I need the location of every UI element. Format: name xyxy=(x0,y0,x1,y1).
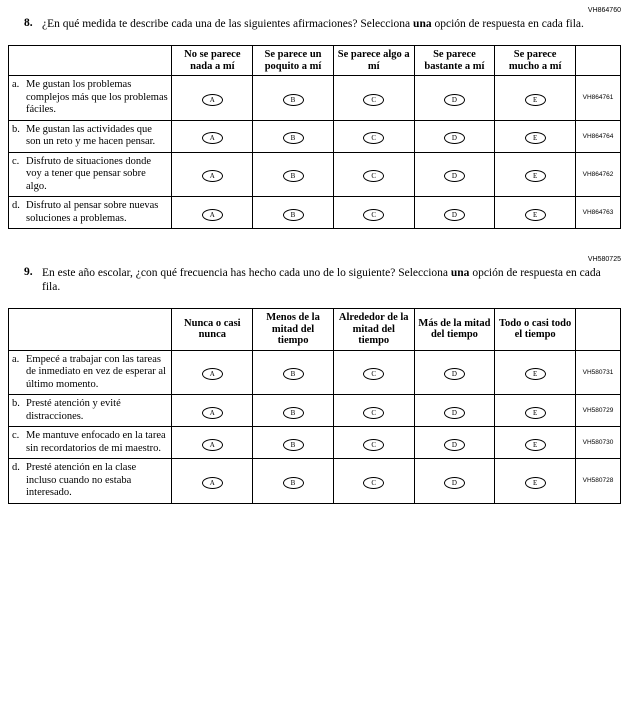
answer-cell xyxy=(333,427,414,459)
answer-cell xyxy=(414,459,495,504)
row-text: Empecé a trabajar con las tareas de inmediato en vez de esperar al último momento. xyxy=(26,353,166,390)
answer-bubble-d[interactable]: D xyxy=(444,209,465,221)
answer-cell xyxy=(495,427,576,459)
statement-cell xyxy=(9,350,172,395)
answer-cell xyxy=(172,152,253,197)
answer-cell xyxy=(495,395,576,427)
answer-cell xyxy=(414,197,495,229)
answer-bubble-d[interactable]: D xyxy=(444,477,465,489)
answer-cell xyxy=(414,152,495,197)
answer-cell xyxy=(253,76,334,121)
q9-header-row xyxy=(9,309,621,351)
q9-col-header-1: Nunca o casi nunca xyxy=(172,309,253,351)
answer-bubble-e[interactable]: E xyxy=(525,368,546,380)
q8-header-empty xyxy=(9,46,172,76)
answer-bubble-c[interactable]: C xyxy=(363,94,384,106)
answer-cell xyxy=(414,76,495,121)
row-letter: b. xyxy=(12,398,20,409)
answer-bubble-b[interactable]: B xyxy=(283,132,304,144)
answer-cell xyxy=(172,120,253,152)
statement-cell xyxy=(9,395,172,427)
answer-cell xyxy=(495,459,576,504)
item-code: VH864764 xyxy=(575,120,620,152)
answer-bubble-a[interactable]: A xyxy=(202,368,223,380)
answer-bubble-e[interactable]: E xyxy=(525,407,546,419)
item-code: VH580729 xyxy=(575,395,620,427)
answer-bubble-c[interactable]: C xyxy=(363,368,384,380)
q9-row-c xyxy=(9,427,621,459)
q9-header-code-empty xyxy=(575,309,620,351)
answer-bubble-c[interactable]: C xyxy=(363,477,384,489)
answer-bubble-a[interactable]: A xyxy=(202,477,223,489)
answer-cell xyxy=(172,459,253,504)
answer-bubble-b[interactable]: B xyxy=(283,170,304,182)
statement-cell xyxy=(9,152,172,197)
answer-bubble-c[interactable]: C xyxy=(363,170,384,182)
answer-bubble-e[interactable]: E xyxy=(525,170,546,182)
answer-bubble-c[interactable]: C xyxy=(363,209,384,221)
question-8-prompt-pre: ¿En qué medida te describe cada una de las siguientes afirmaciones? Selecciona xyxy=(42,18,414,30)
q9-row-d xyxy=(9,459,621,504)
q8-row-a xyxy=(9,76,621,121)
question-8-prompt-bold: una xyxy=(413,18,432,30)
answer-cell xyxy=(253,120,334,152)
row-letter: c. xyxy=(12,155,20,167)
item-code: VH864762 xyxy=(575,152,620,197)
row-letter: b. xyxy=(12,123,20,135)
statement-cell xyxy=(9,120,172,152)
answer-bubble-c[interactable]: C xyxy=(363,439,384,451)
question-9-prompt-bold: una xyxy=(450,267,470,279)
answer-cell xyxy=(253,427,334,459)
answer-bubble-a[interactable]: A xyxy=(202,209,223,221)
row-letter: d. xyxy=(12,200,20,211)
row-text: Me mantuve enfocado en la tarea sin recordatorios de mi maestro. xyxy=(26,430,166,454)
q9-col-header-4: Más de la mitad del tiempo xyxy=(414,309,495,351)
answer-cell xyxy=(253,152,334,197)
q8-row-d xyxy=(9,197,621,229)
answer-cell xyxy=(414,350,495,395)
answer-cell xyxy=(414,120,495,152)
row-text: Presté atención en la clase incluso cuando no estaba interesado. xyxy=(26,462,137,498)
question-8 xyxy=(24,17,621,31)
q8-row-c xyxy=(9,152,621,197)
statement-cell xyxy=(9,76,172,121)
q9-col-header-5: Todo o casi todo el tiempo xyxy=(495,309,576,351)
answer-cell xyxy=(172,395,253,427)
answer-bubble-d[interactable]: D xyxy=(444,368,465,380)
answer-bubble-b[interactable]: B xyxy=(283,407,304,419)
q8-header-row xyxy=(9,46,621,76)
q8-col-header-3: Se parece algo a mí xyxy=(333,46,414,76)
q8-col-header-2: Se parece un poquito a mí xyxy=(253,46,334,76)
item-code-mid: VH580725 xyxy=(587,256,621,263)
row-letter: c. xyxy=(12,430,20,441)
statement-cell xyxy=(9,197,172,229)
answer-bubble-a[interactable]: A xyxy=(202,170,223,182)
answer-cell xyxy=(172,76,253,121)
answer-cell xyxy=(333,350,414,395)
answer-bubble-d[interactable]: D xyxy=(444,170,465,182)
q8-col-header-5: Se parece mucho a mí xyxy=(495,46,576,76)
answer-bubble-a[interactable]: A xyxy=(202,94,223,106)
row-text: Me gustan las actividades que son un reto y me hacen pensar. xyxy=(26,123,156,147)
question-9-prompt-post: opción de respuesta en cada fila. xyxy=(42,267,601,293)
row-text: Me gustan los problemas complejos más que los problemas fáciles. xyxy=(26,79,168,115)
answer-bubble-a[interactable]: A xyxy=(202,439,223,451)
answer-cell xyxy=(414,427,495,459)
item-code-top: VH864760 xyxy=(587,7,621,14)
item-code: VH864763 xyxy=(575,197,620,229)
row-letter: d. xyxy=(12,462,20,473)
answer-bubble-b[interactable]: B xyxy=(283,439,304,451)
item-code: VH580728 xyxy=(575,459,620,504)
question-9-prompt xyxy=(42,266,621,294)
row-letter: a. xyxy=(12,79,20,90)
answer-cell xyxy=(172,197,253,229)
statement-cell xyxy=(9,427,172,459)
question-9-prompt-pre: En este año escolar, ¿con qué frecuencia has hecho cada uno de lo siguiente? Selecciona xyxy=(42,267,451,279)
answer-bubble-d[interactable]: D xyxy=(444,94,465,106)
answer-cell xyxy=(414,395,495,427)
question-9 xyxy=(24,266,621,294)
q9-row-b xyxy=(9,395,621,427)
row-text: Disfruto al pensar sobre nuevas soluciones a problemas. xyxy=(26,200,159,224)
answer-bubble-d[interactable]: D xyxy=(444,132,465,144)
q9-col-header-3: Alrededor de la mitad del tiempo xyxy=(333,309,414,351)
q9-header-empty xyxy=(9,309,172,351)
q8-header-code-empty xyxy=(575,46,620,76)
question-8-prompt xyxy=(42,17,594,31)
answer-cell xyxy=(495,152,576,197)
answer-bubble-a[interactable]: A xyxy=(202,407,223,419)
answer-bubble-c[interactable]: C xyxy=(363,132,384,144)
answer-cell xyxy=(495,76,576,121)
statement-cell xyxy=(9,459,172,504)
answer-cell xyxy=(495,350,576,395)
answer-bubble-d[interactable]: D xyxy=(444,439,465,451)
answer-cell xyxy=(333,459,414,504)
q9-col-header-2: Menos de la mitad del tiempo xyxy=(253,309,334,351)
answer-bubble-e[interactable]: E xyxy=(525,94,546,106)
question-8-number: 8. xyxy=(24,17,33,29)
answer-cell xyxy=(495,197,576,229)
answer-bubble-e[interactable]: E xyxy=(525,209,546,221)
answer-cell xyxy=(172,350,253,395)
question-8-prompt-post: opción de respuesta en cada fila. xyxy=(431,18,584,30)
answer-cell xyxy=(333,120,414,152)
row-letter: a. xyxy=(12,353,20,365)
answer-cell xyxy=(253,350,334,395)
q9-row-a xyxy=(9,350,621,395)
item-code: VH864761 xyxy=(575,76,620,121)
answer-bubble-c[interactable]: C xyxy=(363,407,384,419)
answer-cell xyxy=(253,395,334,427)
answer-bubble-e[interactable]: E xyxy=(525,439,546,451)
answer-cell xyxy=(253,459,334,504)
question-9-table xyxy=(8,308,621,504)
answer-bubble-d[interactable]: D xyxy=(444,407,465,419)
question-9-number: 9. xyxy=(24,266,33,278)
answer-cell xyxy=(333,197,414,229)
answer-cell xyxy=(333,152,414,197)
answer-bubble-b[interactable]: B xyxy=(283,209,304,221)
answer-bubble-b[interactable]: B xyxy=(283,368,304,380)
answer-bubble-b[interactable]: B xyxy=(283,477,304,489)
answer-cell xyxy=(333,395,414,427)
row-text: Disfruto de situaciones donde voy a tener que pensar sobre algo. xyxy=(26,155,152,192)
answer-bubble-e[interactable]: E xyxy=(525,477,546,489)
item-code: VH580731 xyxy=(575,350,620,395)
row-text: Presté atención y evité distracciones. xyxy=(26,398,121,422)
answer-bubble-a[interactable]: A xyxy=(202,132,223,144)
answer-cell xyxy=(253,197,334,229)
q8-row-b xyxy=(9,120,621,152)
q8-col-header-1: No se parece nada a mí xyxy=(172,46,253,76)
item-code: VH580730 xyxy=(575,427,620,459)
answer-bubble-e[interactable]: E xyxy=(525,132,546,144)
answer-cell xyxy=(172,427,253,459)
answer-bubble-b[interactable]: B xyxy=(283,94,304,106)
answer-cell xyxy=(495,120,576,152)
q8-col-header-4: Se parece bastante a mí xyxy=(414,46,495,76)
question-8-table xyxy=(8,45,621,229)
answer-cell xyxy=(333,76,414,121)
